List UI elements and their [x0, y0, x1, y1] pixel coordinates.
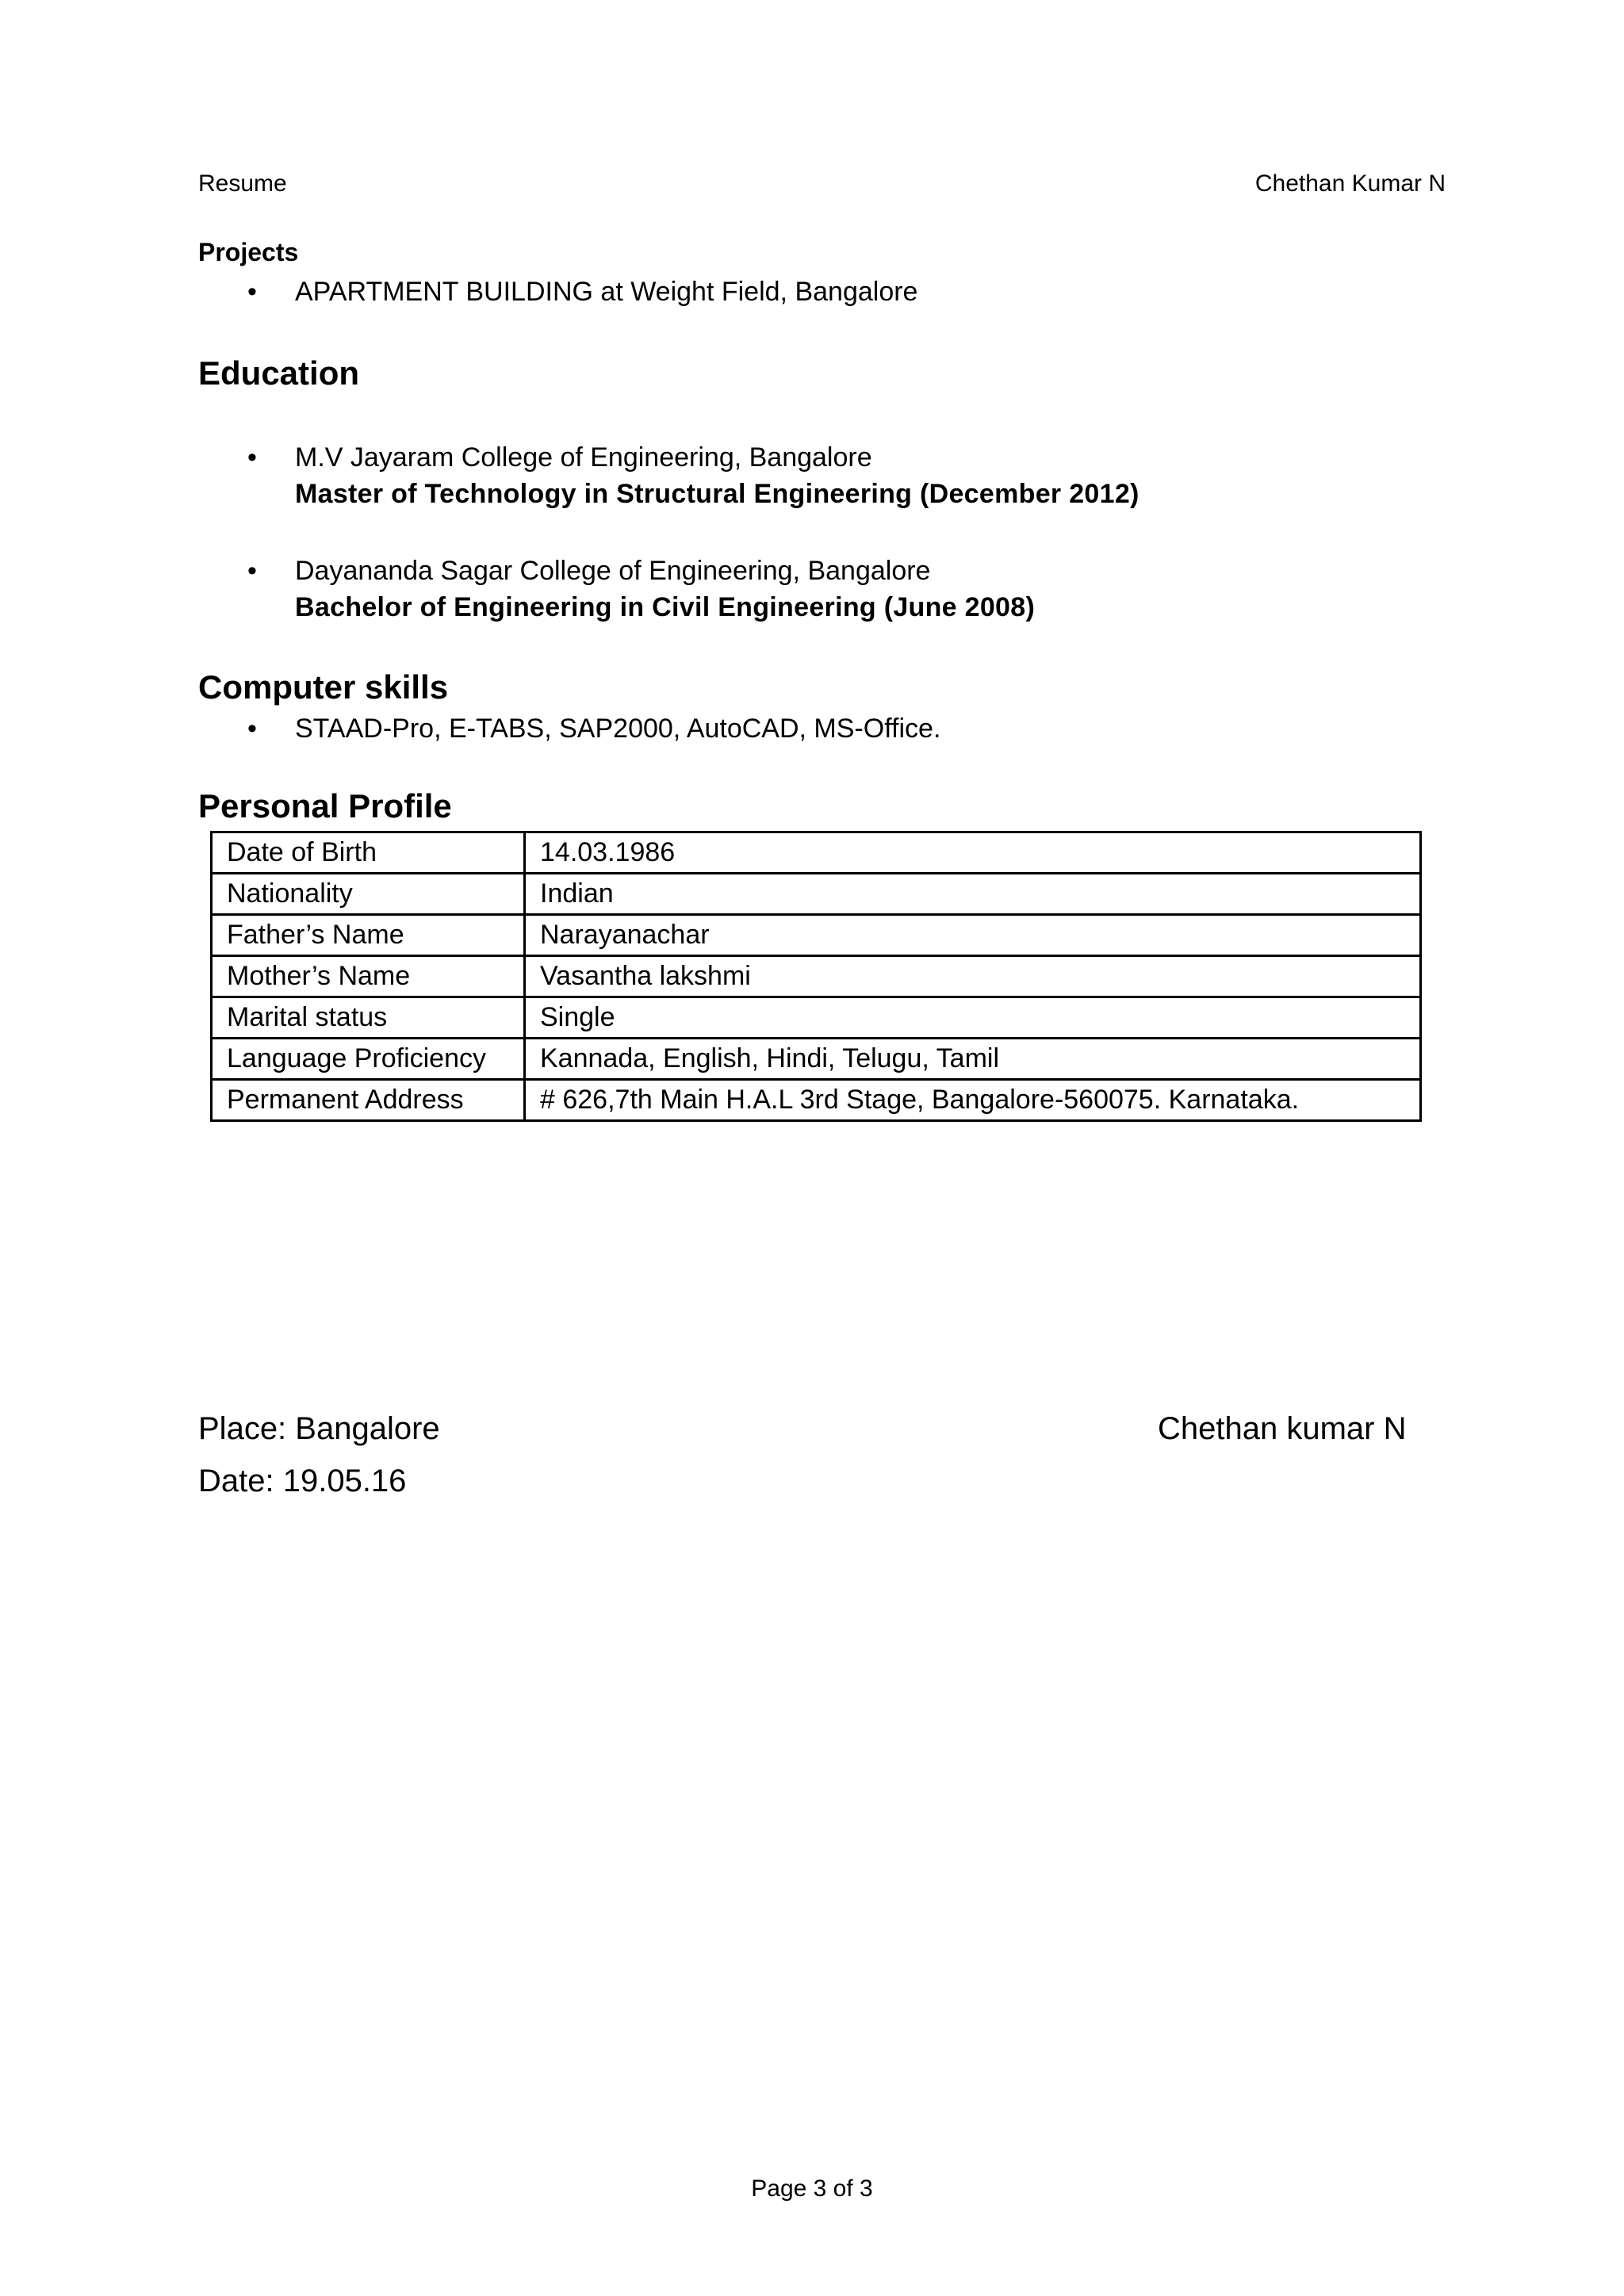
table-row — [212, 1039, 1421, 1080]
project-text: APARTMENT BUILDING at Weight Field, Bangalore — [295, 277, 918, 307]
skills-text: STAAD-Pro, E-TABS, SAP2000, AutoCAD, MS-Office. — [295, 714, 941, 744]
computer-skills-heading: Computer skills — [198, 668, 449, 706]
bullet-icon: • — [247, 556, 257, 586]
table-row — [212, 915, 1421, 956]
profile-label: Mother’s Name — [212, 956, 525, 997]
profile-label: Permanent Address — [212, 1080, 525, 1121]
profile-label: Language Proficiency — [212, 1039, 525, 1080]
table-row — [212, 956, 1421, 997]
header-left-title: Resume — [198, 170, 287, 197]
profile-value: # 626,7th Main H.A.L 3rd Stage, Bangalore-560075. Karnataka. — [525, 1080, 1421, 1121]
profile-label: Marital status — [212, 997, 525, 1039]
table-row — [212, 832, 1421, 874]
profile-value: Kannada, English, Hindi, Telugu, Tamil — [525, 1039, 1421, 1080]
page-number: Page 3 of 3 — [751, 2175, 873, 2202]
date-text: Date: 19.05.16 — [198, 1464, 407, 1498]
bullet-icon: • — [247, 442, 257, 473]
projects-heading: Projects — [198, 238, 299, 266]
education-heading: Education — [198, 354, 360, 392]
signature-name: Chethan kumar N — [1158, 1411, 1407, 1446]
education-institution: Dayananda Sagar College of Engineering, Bangalore — [295, 556, 931, 586]
profile-label: Nationality — [212, 874, 525, 915]
profile-value: Single — [525, 997, 1421, 1039]
table-row — [212, 1080, 1421, 1121]
header-right-name: Chethan Kumar N — [1254, 170, 1446, 197]
profile-value: 14.03.1986 — [525, 832, 1421, 874]
profile-value: Indian — [525, 874, 1421, 915]
profile-value: Vasantha lakshmi — [525, 956, 1421, 997]
profile-value: Narayanachar — [525, 915, 1421, 956]
personal-profile-heading: Personal Profile — [198, 787, 452, 825]
education-institution: M.V Jayaram College of Engineering, Bangalore — [295, 442, 872, 473]
place-text: Place: Bangalore — [198, 1411, 440, 1446]
table-row — [212, 997, 1421, 1039]
table-row — [212, 874, 1421, 915]
bullet-icon: • — [247, 277, 257, 307]
profile-label: Father’s Name — [212, 915, 525, 956]
bullet-icon: • — [247, 714, 257, 744]
personal-profile-table — [210, 831, 1422, 1122]
profile-label: Date of Birth — [212, 832, 525, 874]
education-degree: Master of Technology in Structural Engineering (December 2012) — [295, 479, 1139, 509]
education-degree: Bachelor of Engineering in Civil Engineering (June 2008) — [295, 592, 1036, 622]
